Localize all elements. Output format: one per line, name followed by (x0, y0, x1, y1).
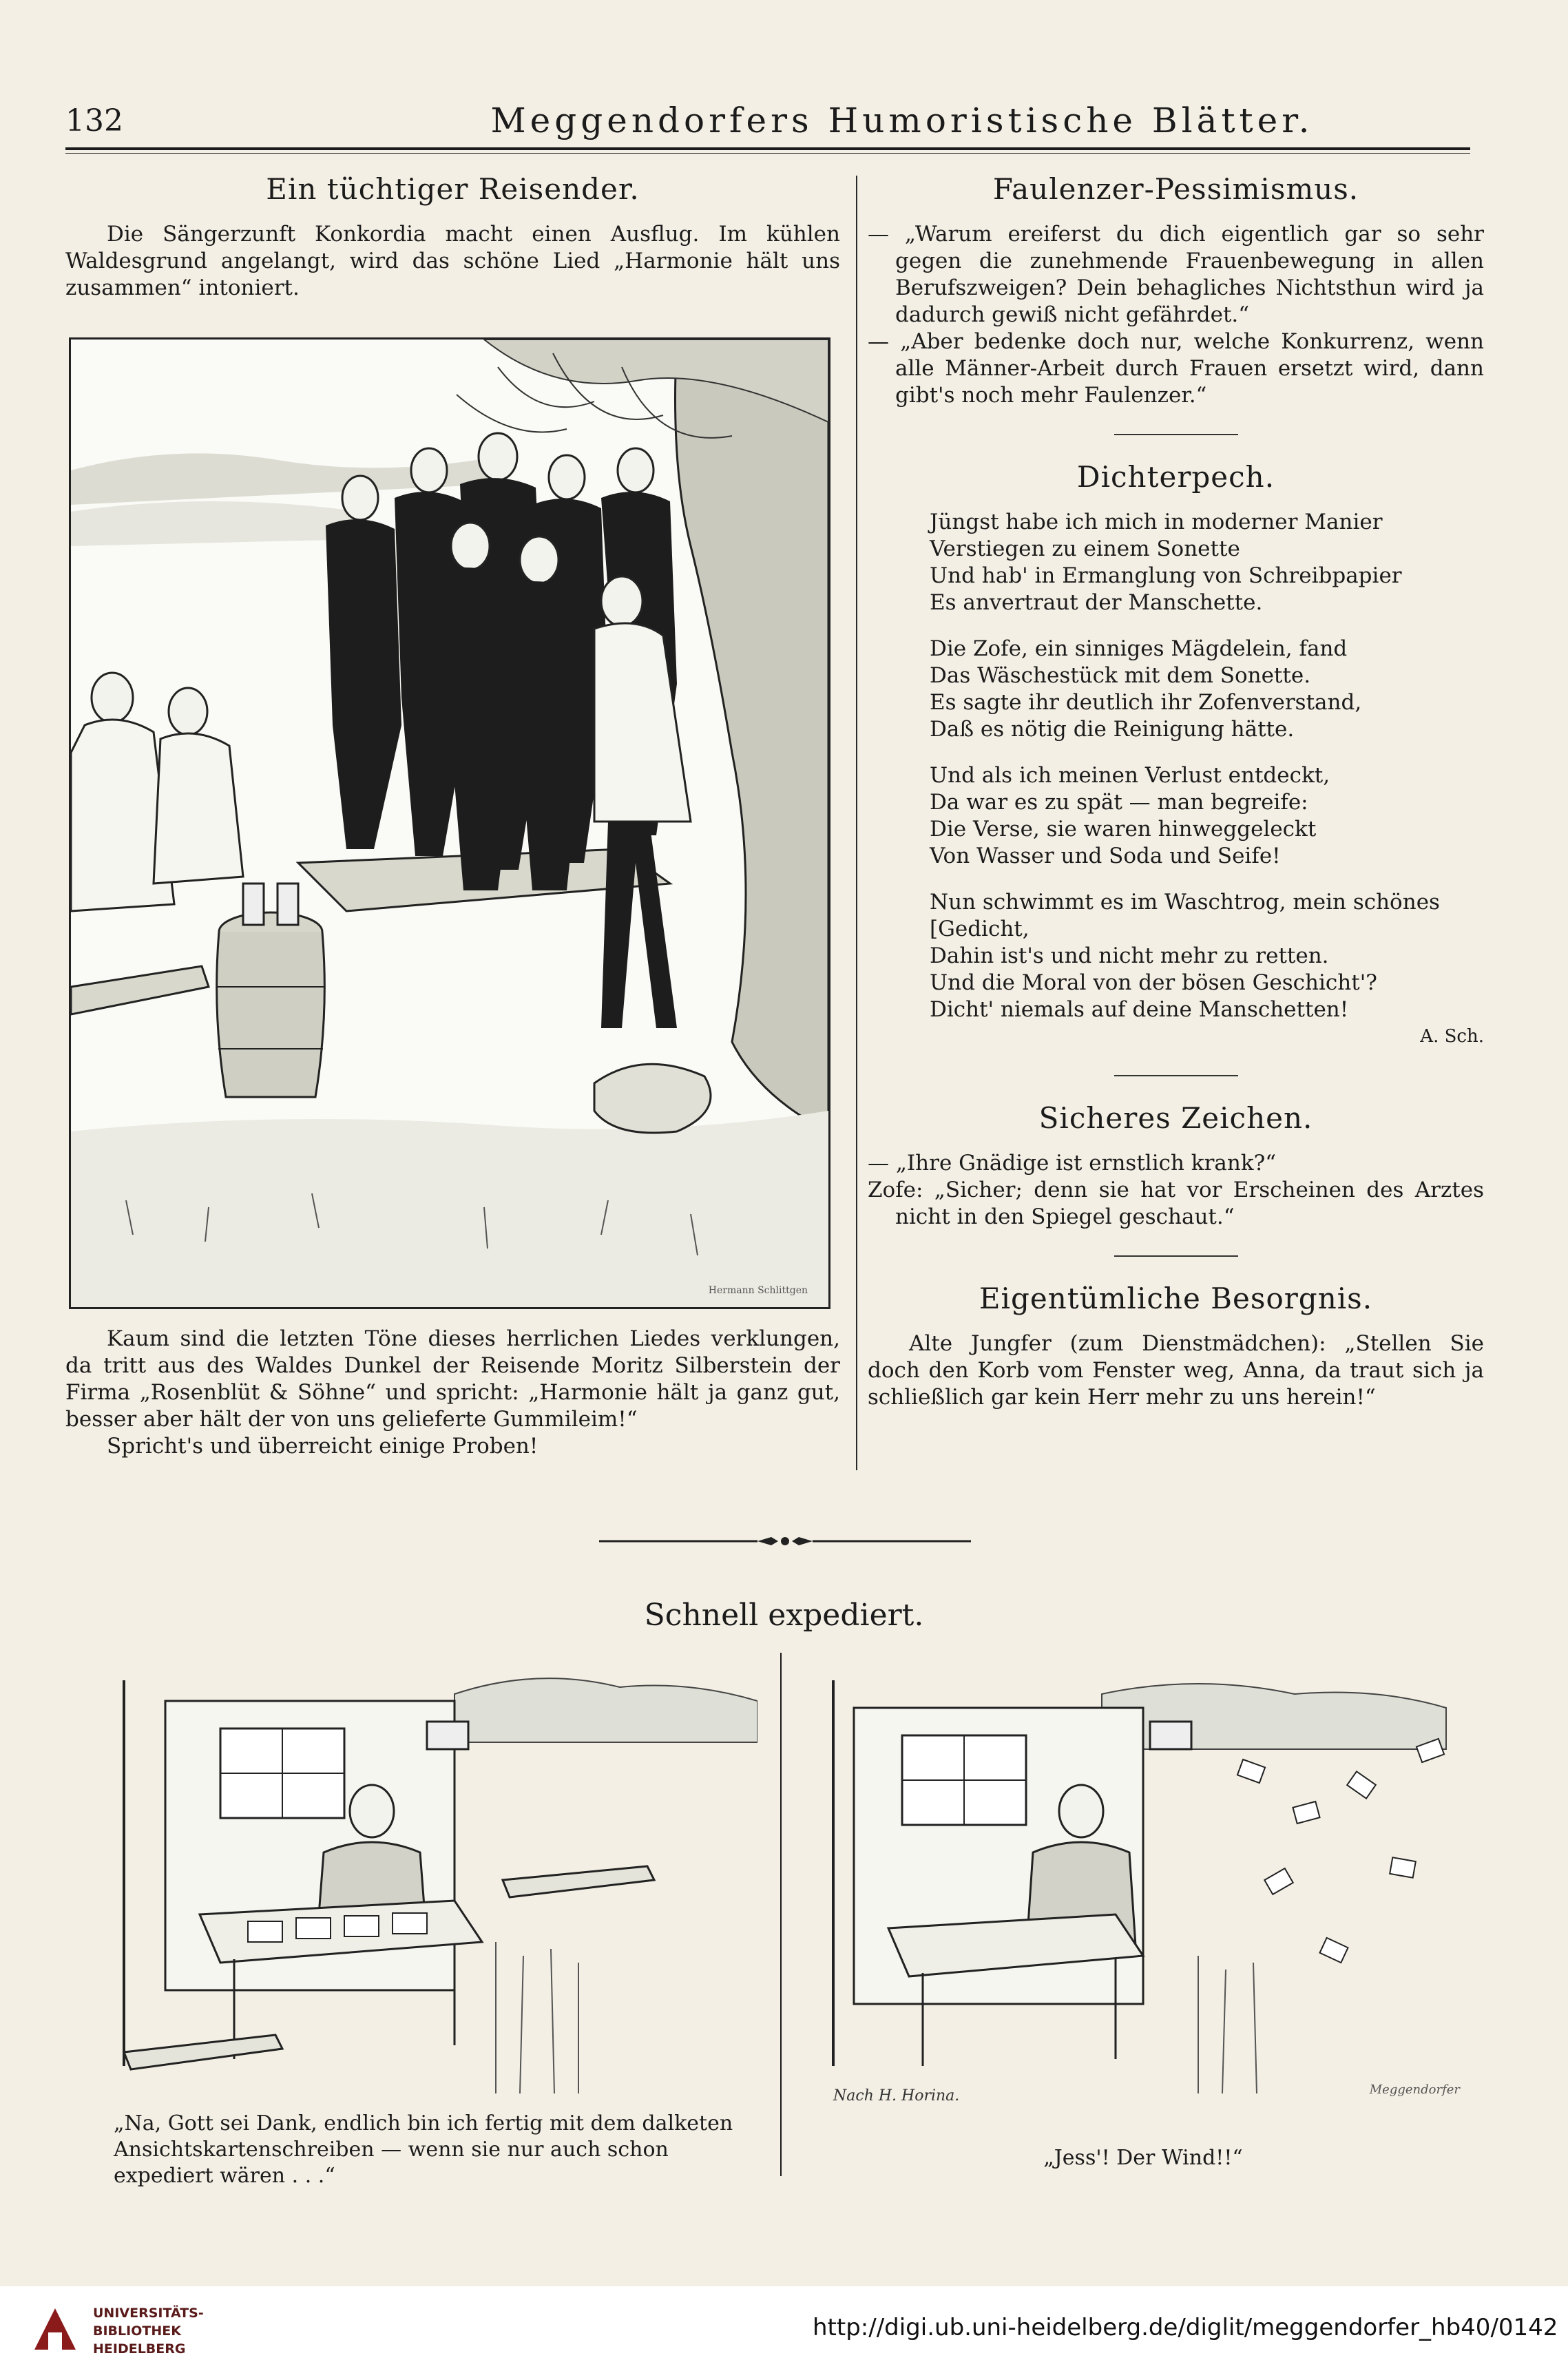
header-rule (65, 147, 1470, 150)
dialogue-line: — „Ihre Gnädige ist ernstlich krank?“ (868, 1151, 1277, 1176)
dialogue-line: — „Aber bedenke doch nur, welche Konkurrenz, wenn alle Männer-Arbeit durch Frauen ersetzt wird, dann gibt's noch mehr Faulenzer.“ (868, 329, 1484, 408)
poem-line: Die Verse, sie waren hinweggeleckt (930, 817, 1317, 842)
poem-signature: A. Sch. (1420, 1026, 1484, 1047)
illustration-choir (69, 337, 830, 1309)
library-name-line: UNIVERSITÄTS- (93, 2306, 204, 2321)
comic-panel-right (813, 1653, 1474, 2107)
poem-line: Das Wäschestück mit dem Sonette. (930, 663, 1311, 688)
column-separator (856, 176, 857, 1470)
page-number: 132 (65, 103, 123, 138)
source-url-link[interactable]: http://digi.ub.uni-heidelberg.de/diglit/meggendorfer_hb40/0142 (813, 2314, 1558, 2341)
article-body-paragraph: Kaum sind die letzten Töne dieses herrlichen Liedes verklungen, da tritt aus des Waldes Dunkel der Reisende Moritz Silberstein der Firma „Rosenblüt & Söhne“ und spricht: „Harmonie hält ja ganz gut, besser aber hält der von uns gelieferte Gummileim!“ (65, 1326, 840, 1432)
comic-panel-left (96, 1653, 757, 2107)
comic-drawing-left (96, 1653, 757, 2107)
article-title: Ein tüchtiger Reisender. (266, 172, 640, 206)
panel-separator (780, 1653, 782, 2176)
magazine-title: Meggendorfers Humoristische Blätter. (490, 101, 1314, 140)
section-separator (1114, 1255, 1238, 1257)
anecdote-text: Alte Jungfer (zum Dienstmädchen): „Stellen Sie doch den Korb vom Fenster weg, Anna, da traut sich ja schließlich gar kein Herr mehr zu uns herein!“ (868, 1331, 1484, 1410)
poem-line: Nun schwimmt es im Waschtrog, mein schönes [Gedicht, (930, 890, 1440, 941)
poem-stanza (868, 762, 1484, 870)
comic-title: Schnell expediert. (644, 1598, 924, 1633)
section-title-sicheres-zeichen: Sicheres Zeichen. (1038, 1101, 1313, 1135)
dialogue-line: — „Warum ereiferst du dich eigentlich gar so sehr gegen die zunehmende Frauenbewegung in allen Berufszweigen? Dein behagliches Nichtsthun wird ja dadurch gewiß nicht gefährdet.“ (868, 222, 1484, 327)
poem-line: Von Wasser und Soda und Seife! (930, 844, 1281, 868)
poem-line: Und hab' in Ermanglung von Schreibpapier (930, 563, 1402, 588)
left-column (65, 172, 840, 302)
comic-caption-left: „Na, Gott sei Dank, endlich bin ich fertig mit dem dalketen Ansichtskartenschreiben — wenn sie nur auch schon expediert wären . . .“ (114, 2111, 733, 2188)
article-body-closing: Spricht's und überreicht einige Proben! (107, 1434, 539, 1459)
poem-stanza (868, 889, 1484, 1050)
comic-drawing-right (813, 1653, 1474, 2107)
article-body (65, 1326, 840, 1460)
choir-drawing (71, 340, 828, 1307)
poem-line: Daß es nötig die Reinigung hätte. (930, 717, 1295, 742)
comic-signature-left: Nach H. Horina. (833, 2087, 960, 2104)
library-footer (0, 2286, 1568, 2371)
section-title-dichterpech: Dichterpech. (1076, 460, 1275, 494)
poem-line: Die Zofe, ein sinniges Mägdelein, fand (930, 636, 1348, 661)
section-title-faulenzer: Faulenzer-Pessimismus. (992, 172, 1359, 206)
header-rule-thin (65, 153, 1470, 154)
university-library-logo-icon (28, 2301, 83, 2357)
dialogue-line: Zofe: „Sicher; denn sie hat vor Erscheinen des Arztes nicht in den Spiegel geschaut.“ (868, 1178, 1484, 1229)
poem-stanza (868, 509, 1484, 616)
section-title-besorgnis: Eigentümliche Besorgnis. (979, 1282, 1373, 1315)
poem-line: Es anvertraut der Manschette. (930, 590, 1263, 615)
poem-line: Dahin ist's und nicht mehr zu retten. (930, 943, 1329, 968)
poem-line: Verstiegen zu einem Sonette (930, 536, 1240, 561)
library-name-line: BIBLIOTHEK (93, 2323, 181, 2339)
library-name-line: HEIDELBERG (93, 2341, 186, 2357)
poem-line: Jüngst habe ich mich in moderner Manier (930, 510, 1383, 534)
comic-caption-right: „Jess'! Der Wind!!“ (1043, 2146, 1243, 2170)
poem-line: Und als ich meinen Verlust entdeckt, (930, 763, 1330, 788)
section-separator (1114, 1075, 1238, 1076)
library-name (93, 2304, 204, 2358)
poem-line: Und die Moral von der bösen Geschicht'? (930, 970, 1377, 995)
section-separator (1114, 434, 1238, 435)
article-intro: Die Sängerzunft Konkordia macht einen Ausflug. Im kühlen Waldesgrund angelangt, wird das schöne Lied „Harmonie hält uns zusammen“ intoniert. (65, 222, 840, 300)
illustration-signature: Hermann Schlittgen (708, 1285, 808, 1296)
poem-line: Es sagte ihr deutlich ihr Zofenverstand, (930, 690, 1362, 715)
ornament-divider (599, 1534, 971, 1548)
comic-signature-right: Meggendorfer (1369, 2082, 1460, 2097)
poem-line: Da war es zu spät — man begreife: (930, 790, 1308, 815)
poem-line: Dicht' niemals auf deine Manschetten! (930, 997, 1349, 1022)
poem (868, 509, 1484, 1050)
poem-stanza (868, 636, 1484, 743)
right-column (868, 172, 1484, 1411)
